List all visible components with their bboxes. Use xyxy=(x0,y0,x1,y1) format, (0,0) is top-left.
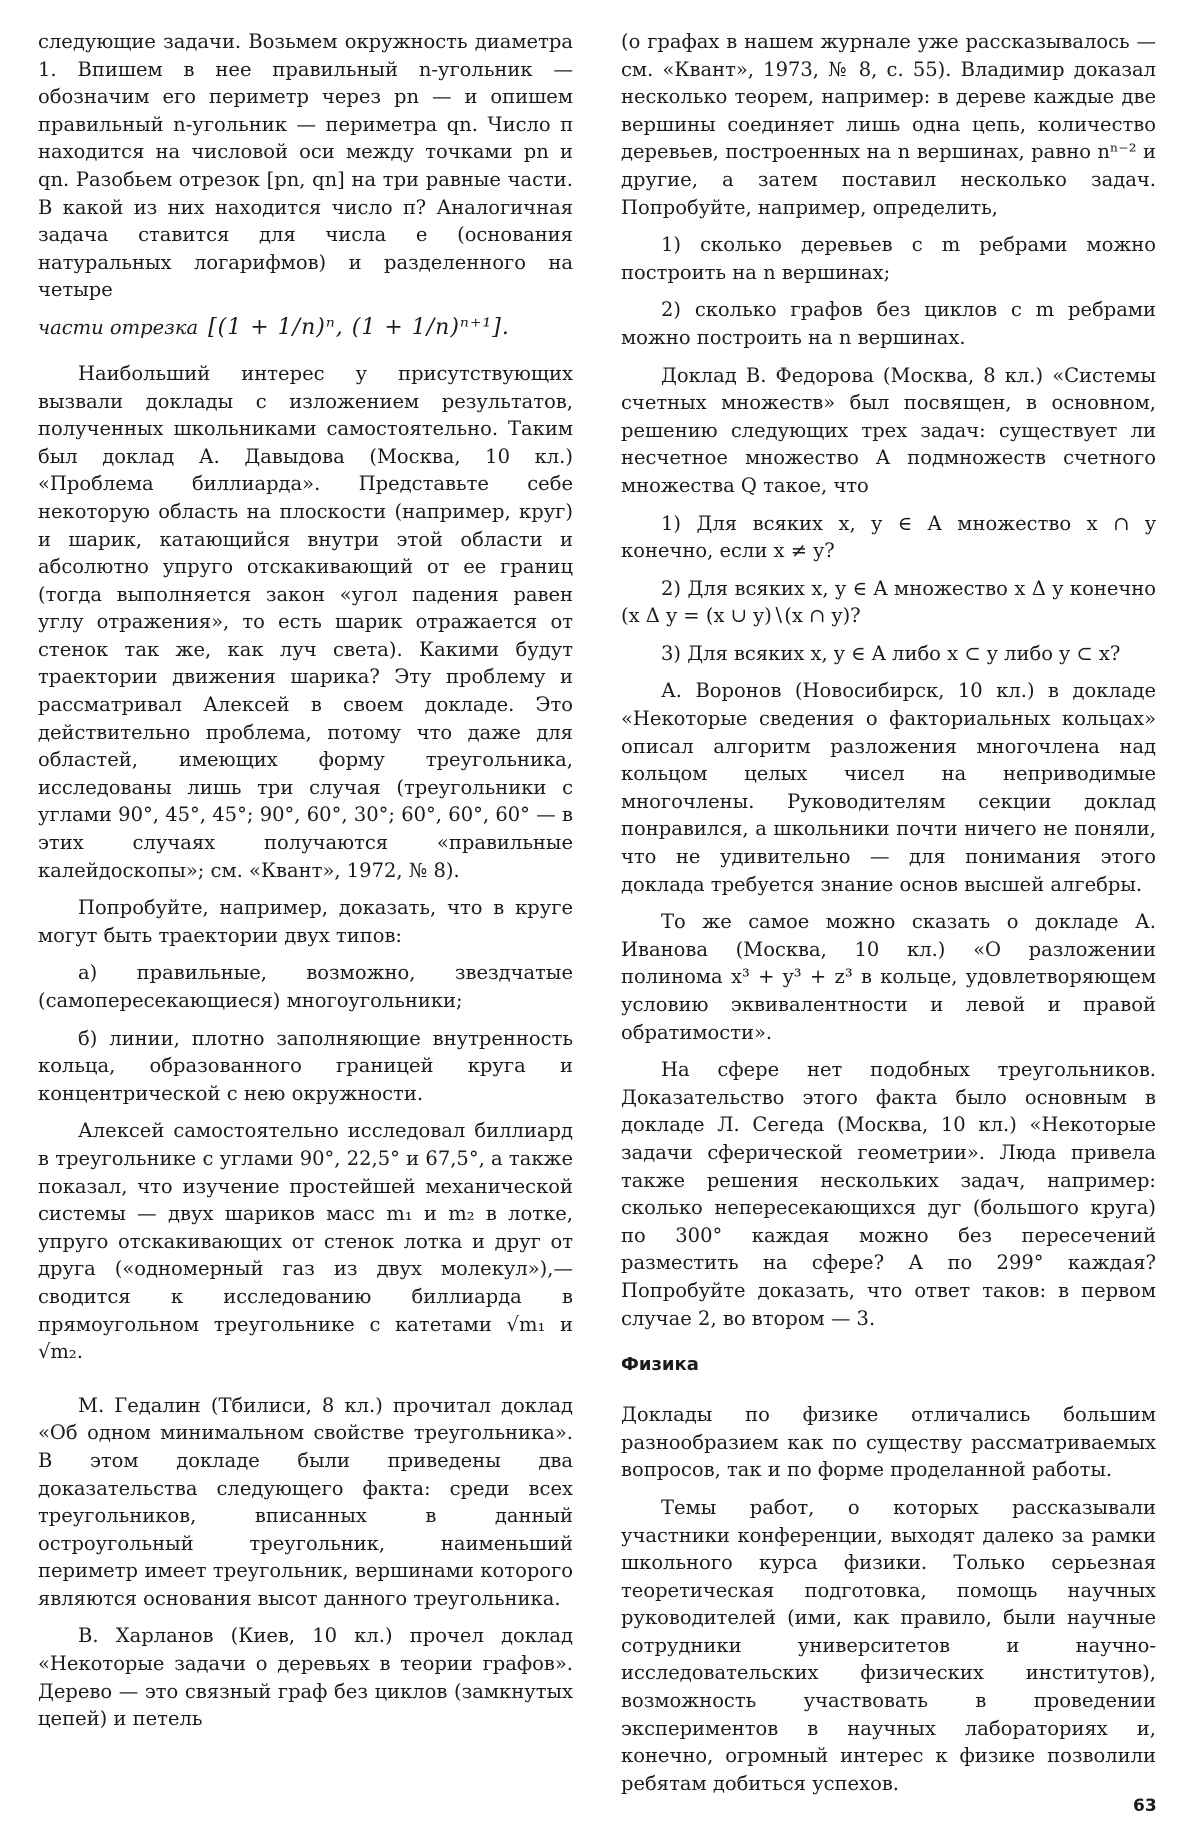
paragraph: следующие задачи. Возьмем окружность диаметра 1. Впишем в нее правильный n-угольник — обозначим его периметр через pn — и опишем правильный n-угольник — периметра qn. Число π находится на числовой оси между точками pn и qn. Разобьем отрезок [pn, qn] на три равные части. В какой из них находится число π? Аналогичная задача ставится для числа e (основания натуральных логарифмов) и разделенного на четыре xyxy=(38,30,573,302)
page-number: 63 xyxy=(1133,1796,1157,1816)
paragraph: М. Гедалин (Тбилиси, 8 кл.) прочитал доклад «Об одном минимальном свойстве треугольника». В этом докладе были приведены два доказательства следующего факта: среди всех треугольников, вписанных в данный остроугольный треугольник, наименьший периметр имеет треугольник, вершинами которого являются основания высот данного треугольника. xyxy=(38,1393,573,1610)
paragraph: Доклад В. Федорова (Москва, 8 кл.) «Системы счетных множеств» был посвящен, в основном, решению следующих трех задач: существует ли несчетное множество A подмножеств счетного множества Q такое, что xyxy=(621,363,1156,497)
formula-lead: части отрезка xyxy=(38,315,199,339)
paragraph: Алексей самостоятельно исследовал биллиард в треугольнике с углами 90°, 22,5° и 67,5°, а также показал, что изучение простейшей механической системы — двух шариков масс m₁ и m₂ в лотке, упруго отскакивающих от стенок лотка и друг от друга («одномерный газ из двух молекул»),— сводится к исследованию биллиарда в прямоугольном треугольнике с катетами √m₁ и √m₂. xyxy=(38,1119,573,1364)
interval-formula: [(1 + 1/n)ⁿ, (1 + 1/n)ⁿ⁺¹]. xyxy=(208,314,510,340)
spacer xyxy=(38,1376,573,1392)
formula-line xyxy=(38,314,573,342)
list-item: б) линии, плотно заполняющие внутренность кольца, образованного границей круга и концентрической с нею окружности. xyxy=(38,1026,573,1105)
paragraph: На сфере нет подобных треугольников. Доказательство этого факта было основным в докладе Л. Сегеда (Москва, 10 кл.) «Некоторые задачи сферической геометрии». Люда привела также решения нескольких задач, например: сколько непересекающихся дуг (большого круга) по 300° каждая можно без пересечений разместить на сфере? А по 299° каждая? Попробуйте доказать, что ответ таков: в первом случае 2, во втором — 3. xyxy=(621,1058,1156,1330)
paragraph: А. Воронов (Новосибирск, 10 кл.) в докладе «Некоторые сведения о факториальных кольцах» описал алгоритм разложения многочлена над кольцом целых чисел на неприводимые многочлены. Руководителям секции доклад понравился, а школьники почти ничего не поняли, что не удивительно — для понимания этого доклада требуется знание основ высшей алгебры. xyxy=(621,679,1156,896)
list-item: 3) Для всяких x, y ∈ A либо x ⊂ y либо y ⊂ x? xyxy=(661,641,1121,665)
paragraph: Наибольший интерес у присутствующих вызвали доклады с изложением результатов, полученных школьниками самостоятельно. Таким был доклад А. Давыдова (Москва, 10 кл.) «Проблема биллиарда». Представьте себе некоторую область на плоскости (например, круг) и шарик, катающийся внутри этой области и абсолютно упруго отскакивающий от ее границ (тогда выполняется закон «угол падения равен углу отражения», то есть шарик отражается от стенок так же, как луч света). Какими будут траектории движения шарика? Эту проблему и рассматривал Алексей в своем докладе. Это действительно проблема, потому что даже для областей, имеющих форму треугольника, исследованы лишь три случая (треугольники с углами 90°, 45°, 45°; 90°, 60°, 30°; 60°, 60°, 60° — в этих случаях получаются «правильные калейдоскопы»; см. «Квант», 1972, № 8). xyxy=(38,361,573,882)
paragraph: В. Харланов (Киев, 10 кл.) прочел доклад «Некоторые задачи о деревьях в теории графов». Дерево — это связный граф без циклов (замкнутых цепей) и петель xyxy=(38,1624,573,1731)
paragraph: Доклады по физике отличались большим разнообразием как по существу рассматриваемых вопросов, так и по форме проделанной работы. xyxy=(621,1403,1156,1482)
list-item: а) правильные, возможно, звездчатые (самопересекающиеся) многоугольники; xyxy=(38,961,573,1012)
list-item: 2) сколько графов без циклов с m ребрами можно построить на n вершинах. xyxy=(621,298,1156,349)
list-item: 2) Для всяких x, y ∈ A множество x Δ y конечно (x Δ y = (x ∪ y)∖(x ∩ y)? xyxy=(621,576,1156,628)
list-item: 1) сколько деревьев с m ребрами можно построить на n вершинах; xyxy=(621,233,1156,284)
left-column xyxy=(38,28,573,1743)
section-title: Физика xyxy=(621,1354,699,1376)
paragraph: (о графах в нашем журнале уже рассказывалось — см. «Квант», 1973, № 8, с. 55). Владимир доказал несколько теорем, например: в дереве каждые две вершины соединяет лишь одна цепь, количество деревьев, построенных на n вершинах, равно nⁿ⁻² и другие, а затем поставил несколько задач. Попробуйте, например, определить, xyxy=(621,30,1156,219)
paragraph: Темы работ, о которых рассказывали участники конференции, выходят далеко за рамки школьного курса физики. Только серьезная теоретическая подготовка, помощь научных руководителей (ими, как правило, были научные сотрудники университетов и научно-исследовательских физических институтов), возможность участвовать в проведении экспериментов в научных лабораториях и, конечно, огромный интерес к физике позволили ребятам добиться успехов. xyxy=(621,1495,1156,1795)
right-column xyxy=(621,28,1156,1807)
paragraph: Попробуйте, например, доказать, что в круге могут быть траектории двух типов: xyxy=(38,896,573,947)
list-item: 1) Для всяких x, y ∈ A множество x ∩ y конечно, если x ≠ y? xyxy=(621,511,1156,563)
paragraph: То же самое можно сказать о докладе А. Иванова (Москва, 10 кл.) «О разложении полинома x³ + y³ + z³ в кольце, удовлетворяющем условию эквивалентности и левой и правой обратимости». xyxy=(621,910,1156,1044)
